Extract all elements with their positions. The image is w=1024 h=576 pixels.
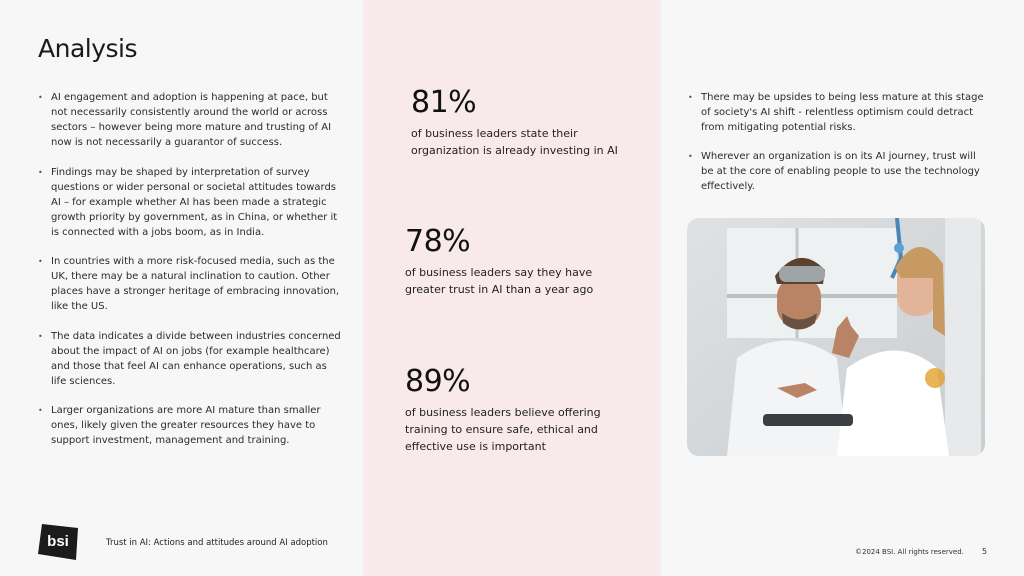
stat-trust [405,225,620,298]
bullet-text: Wherever an organization is on its AI journey, trust will be at the core of enabling people to use the technology effectively. [701,151,980,192]
bullet-text: Findings may be shaped by interpretation of survey questions or wider personal or societal attitudes towards AI – for example whether AI has been made a strategic growth priority by government, as in China, or whether it is connected with a jobs boom, as in India. [51,166,338,238]
stat-value: 78% [405,224,471,259]
stat-value: 81% [411,85,477,120]
bullet-icon: • [38,406,43,415]
stat-training [405,365,620,455]
bullet-icon: • [38,257,43,266]
bsi-logo [36,520,82,562]
document-title-footer: Trust in AI: Actions and attitudes around AI adoption [106,538,328,548]
bullet-icon: • [688,93,693,102]
list-item [38,403,343,448]
bullet-icon: • [38,167,43,177]
bullet-icon: • [38,93,43,102]
upsides-bullet-list [688,90,986,208]
list-item [688,90,986,135]
bullet-text: AI engagement and adoption is happening at pace, but not necessarily consistently around the world or across sectors – however being more mature and trusting of AI now is not necessarily a guarantor of success. [51,92,332,148]
page-number: 5 [982,547,988,556]
analysis-bullet-list [38,90,343,463]
scientists-vr-photo [687,218,985,456]
stat-value: 89% [405,364,471,399]
stat-description: of business leaders state their organization is already investing in AI [411,127,618,157]
stat-description: of business leaders say they have greater trust in AI than a year ago [405,266,594,296]
stat-investing [411,86,641,159]
photo-illustration [687,218,985,456]
bullet-icon: • [688,152,693,161]
bullet-text: In countries with a more risk-focused media, such as the UK, there may be a natural inclination to caution. Other places have a stronger heritage of embracing innovation, like the US. [51,256,340,312]
list-item [38,254,343,314]
bullet-text: Larger organizations are more AI mature than smaller ones, likely given the greater resources they have to support investment, management and training. [51,405,321,446]
copyright-notice: ©2024 BSI. All rights reserved. [855,548,964,556]
list-item [38,165,343,240]
stat-description: of business leaders believe offering training to ensure safe, ethical and effective use is important [405,406,601,453]
page-title: Analysis [38,34,138,63]
logo-text: bsi [47,533,69,550]
bullet-text: There may be upsides to being less mature at this stage of society's AI shift - relentless optimism could detract from mitigating potential risks. [701,92,984,133]
bullet-icon: • [38,331,43,341]
list-item [38,90,343,150]
bullet-text: The data indicates a divide between industries concerned about the impact of AI on jobs (for example healthcare) and those that feel AI can enhance operations, such as life sciences. [51,330,341,387]
list-item [38,329,343,389]
list-item [688,149,986,194]
